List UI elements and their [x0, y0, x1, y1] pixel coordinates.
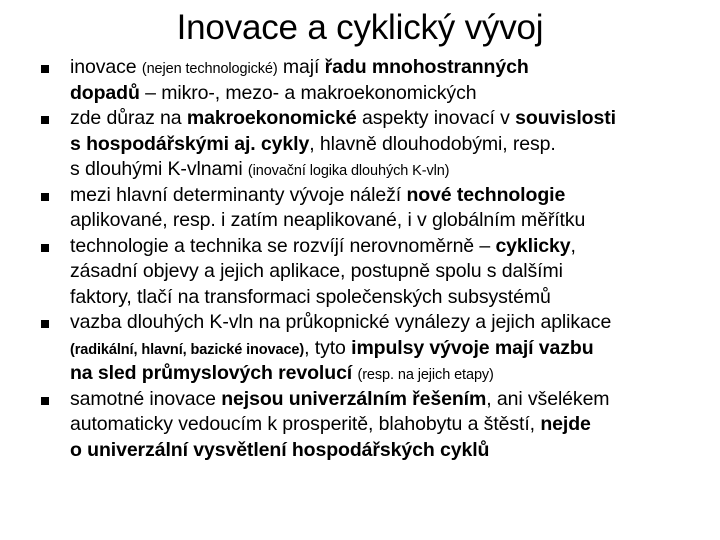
- bullet-item: [0, 387, 720, 464]
- bullet-line: [70, 285, 708, 311]
- bold-text: na sled průmyslových revolucí: [70, 362, 353, 384]
- text-segment: inovace: [70, 56, 142, 78]
- bold-text: řadu mnohostranných: [324, 56, 529, 78]
- bullet-line: [70, 208, 708, 234]
- text-segment: zde důraz na: [70, 107, 187, 129]
- bold-text: nové technologie: [406, 183, 566, 206]
- bold-text: souvislosti: [515, 107, 616, 129]
- bold-text: cyklicky: [495, 234, 571, 257]
- text-segment: (nejen technologické): [141, 61, 278, 77]
- bold-text: s hospodářskými aj. cykly: [70, 132, 310, 155]
- bullet-square-icon: [41, 116, 49, 124]
- bullet-square-icon: [41, 193, 49, 201]
- text-segment: mají: [277, 56, 325, 78]
- text-segment: , ani všelékem: [486, 387, 610, 410]
- bullet-item: [0, 55, 720, 106]
- bullet-line: [70, 106, 708, 132]
- text-segment: mezi hlavní determinanty vývoje náleží: [70, 183, 407, 206]
- bullet-item: [0, 183, 720, 234]
- bullet-line: [70, 387, 708, 413]
- bullet-list: [0, 55, 720, 463]
- bold-text: makroekonomické: [186, 107, 357, 129]
- text-segment: samotné inovace: [70, 387, 222, 410]
- bold-text: nejsou univerzálním řešením: [221, 387, 487, 410]
- bullet-square-icon: [41, 320, 49, 328]
- bullet-square-icon: [41, 244, 49, 252]
- bullet-item: [0, 234, 720, 311]
- text-segment: s dlouhými K-vlnami: [70, 158, 248, 180]
- bullet-line: [70, 157, 708, 183]
- bullet-line: [70, 259, 708, 285]
- bullet-square-icon: [41, 397, 49, 405]
- bullet-line: [70, 361, 708, 387]
- bold-text: o univerzální vysvětlení hospodářských cyklů: [70, 438, 490, 461]
- bullet-line: [70, 412, 708, 438]
- text-segment: aplikované, resp. i zatím neaplikované, i v globálním měřítku: [70, 209, 586, 231]
- slide-title: Inovace a cyklický vývoj: [176, 8, 544, 47]
- text-segment: vazba dlouhých K-vln na průkopnické vynálezy a jejich aplikace: [70, 311, 612, 333]
- bullet-line: [70, 183, 708, 209]
- bullet-item: [0, 106, 720, 183]
- text-segment: (resp. na jejich etapy): [357, 367, 494, 383]
- bullet-line: [70, 55, 708, 81]
- bullet-square-icon: [41, 65, 49, 73]
- bold-text: (radikální, hlavní, bazické inovace): [70, 341, 305, 358]
- text-segment: automaticky vedoucím k prosperitě, blahobytu a štěstí,: [70, 413, 541, 435]
- bold-text: nejde: [540, 413, 591, 435]
- bullet-item: [0, 310, 720, 387]
- text-segment: faktory, tlačí na transformaci společenských subsystémů: [70, 285, 551, 308]
- text-segment: – mikro-, mezo- a makroekonomických: [139, 81, 477, 104]
- bullet-line: [70, 336, 708, 362]
- text-segment: , tyto: [304, 336, 352, 359]
- text-segment: zásadní objevy a jejich aplikace, postupně spolu s dalšími: [70, 260, 563, 282]
- text-segment: aspekty inovací v: [356, 107, 516, 129]
- text-segment: , hlavně dlouhodobými, resp.: [309, 132, 556, 155]
- bold-text: dopadů: [70, 81, 140, 104]
- text-segment: technologie a technika se rozvíjí nerovnoměrně –: [70, 234, 496, 257]
- text-segment: (inovační logika dlouhých K-vln): [247, 163, 450, 179]
- bullet-line: [70, 132, 708, 158]
- bullet-line: [70, 438, 708, 464]
- bold-text: impulsy vývoje mají vazbu: [351, 336, 594, 359]
- bullet-line: [70, 234, 708, 260]
- bullet-line: [70, 81, 708, 107]
- bullet-line: [70, 310, 708, 336]
- text-segment: ,: [570, 234, 576, 257]
